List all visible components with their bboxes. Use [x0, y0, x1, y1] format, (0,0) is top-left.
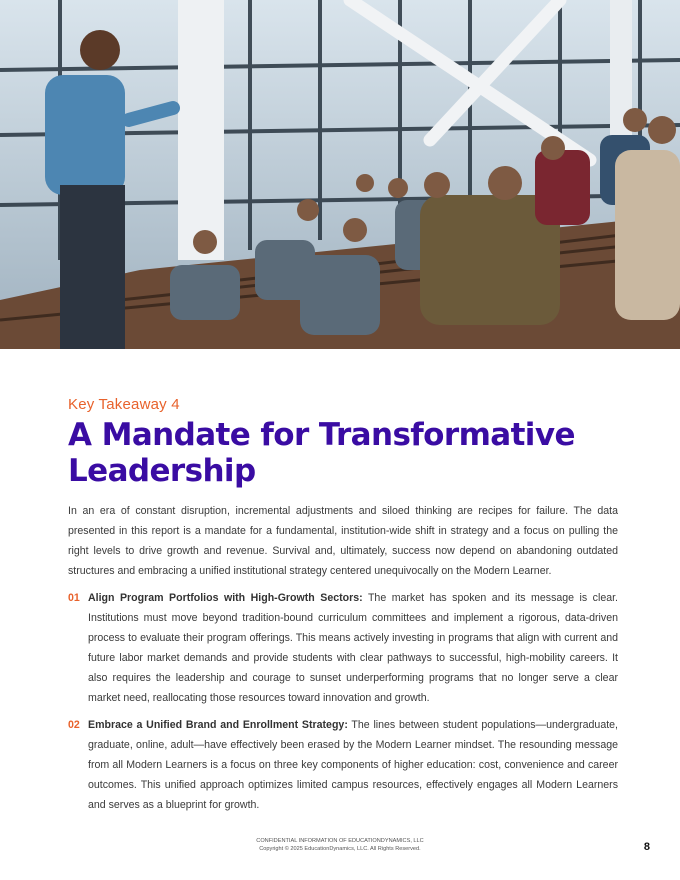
list-item-text: The lines between student populations—undergraduate, graduate, online, adult—have effectively been erased by the Modern Learner mindset. The resounding message from all Modern Learners is a focus on three key components of higher education: cost, convenience and career outcomes. This unified approach optimizes limited campus resources, effectively engages all Modern Learners and serves as a blueprint for growth.	[88, 719, 618, 811]
section-eyebrow: Key Takeaway 4	[68, 396, 180, 413]
list-item-number: 02	[68, 719, 80, 731]
page-number: 8	[643, 841, 650, 853]
hero-photo	[0, 0, 680, 349]
list-item-lead: Align Program Portfolios with High-Growth Sectors:	[88, 592, 363, 604]
lecture-hall-illustration	[0, 0, 680, 349]
copyright-notice: Copyright © 2025 EducationDynamics, LLC. All Rights Reserved.	[259, 845, 421, 852]
list-item	[68, 715, 618, 815]
page-title: A Mandate for Transformative Leadership	[68, 417, 575, 489]
main-content	[68, 396, 618, 822]
list-item-number: 01	[68, 592, 80, 604]
list-item	[68, 588, 618, 708]
page-footer	[0, 838, 680, 853]
list-item-text: The market has spoken and its message is clear. Institutions must move beyond tradition-bound curriculum committees and implement a rigorous, data-driven process to evaluate their program offerings. This means actively investing in programs that align with current and future labor market demands and provide students with clear pathways to successful, high-mobility careers. It also requires the leadership and courage to sunset underperforming programs that no longer serve a clear market need, reallocating those resources toward innovation and growth.	[88, 592, 618, 704]
confidential-notice: CONFIDENTIAL INFORMATION OF EDUCATIONDYNAMICS, LLC	[256, 838, 424, 844]
intro-paragraph: In an era of constant disruption, incremental adjustments and siloed thinking are recipes for failure. The data presented in this report is a mandate for a fundamental, institution-wide shift in strategy and a focus on pulling the right levels to drive growth and revenue. Survival and, ultimately, success now depend on abandoning outdated structures and embracing a unified institutional strategy centered unequivocally on the Modern Learner.	[68, 505, 618, 577]
list-item-lead: Embrace a Unified Brand and Enrollment Strategy:	[88, 719, 348, 731]
